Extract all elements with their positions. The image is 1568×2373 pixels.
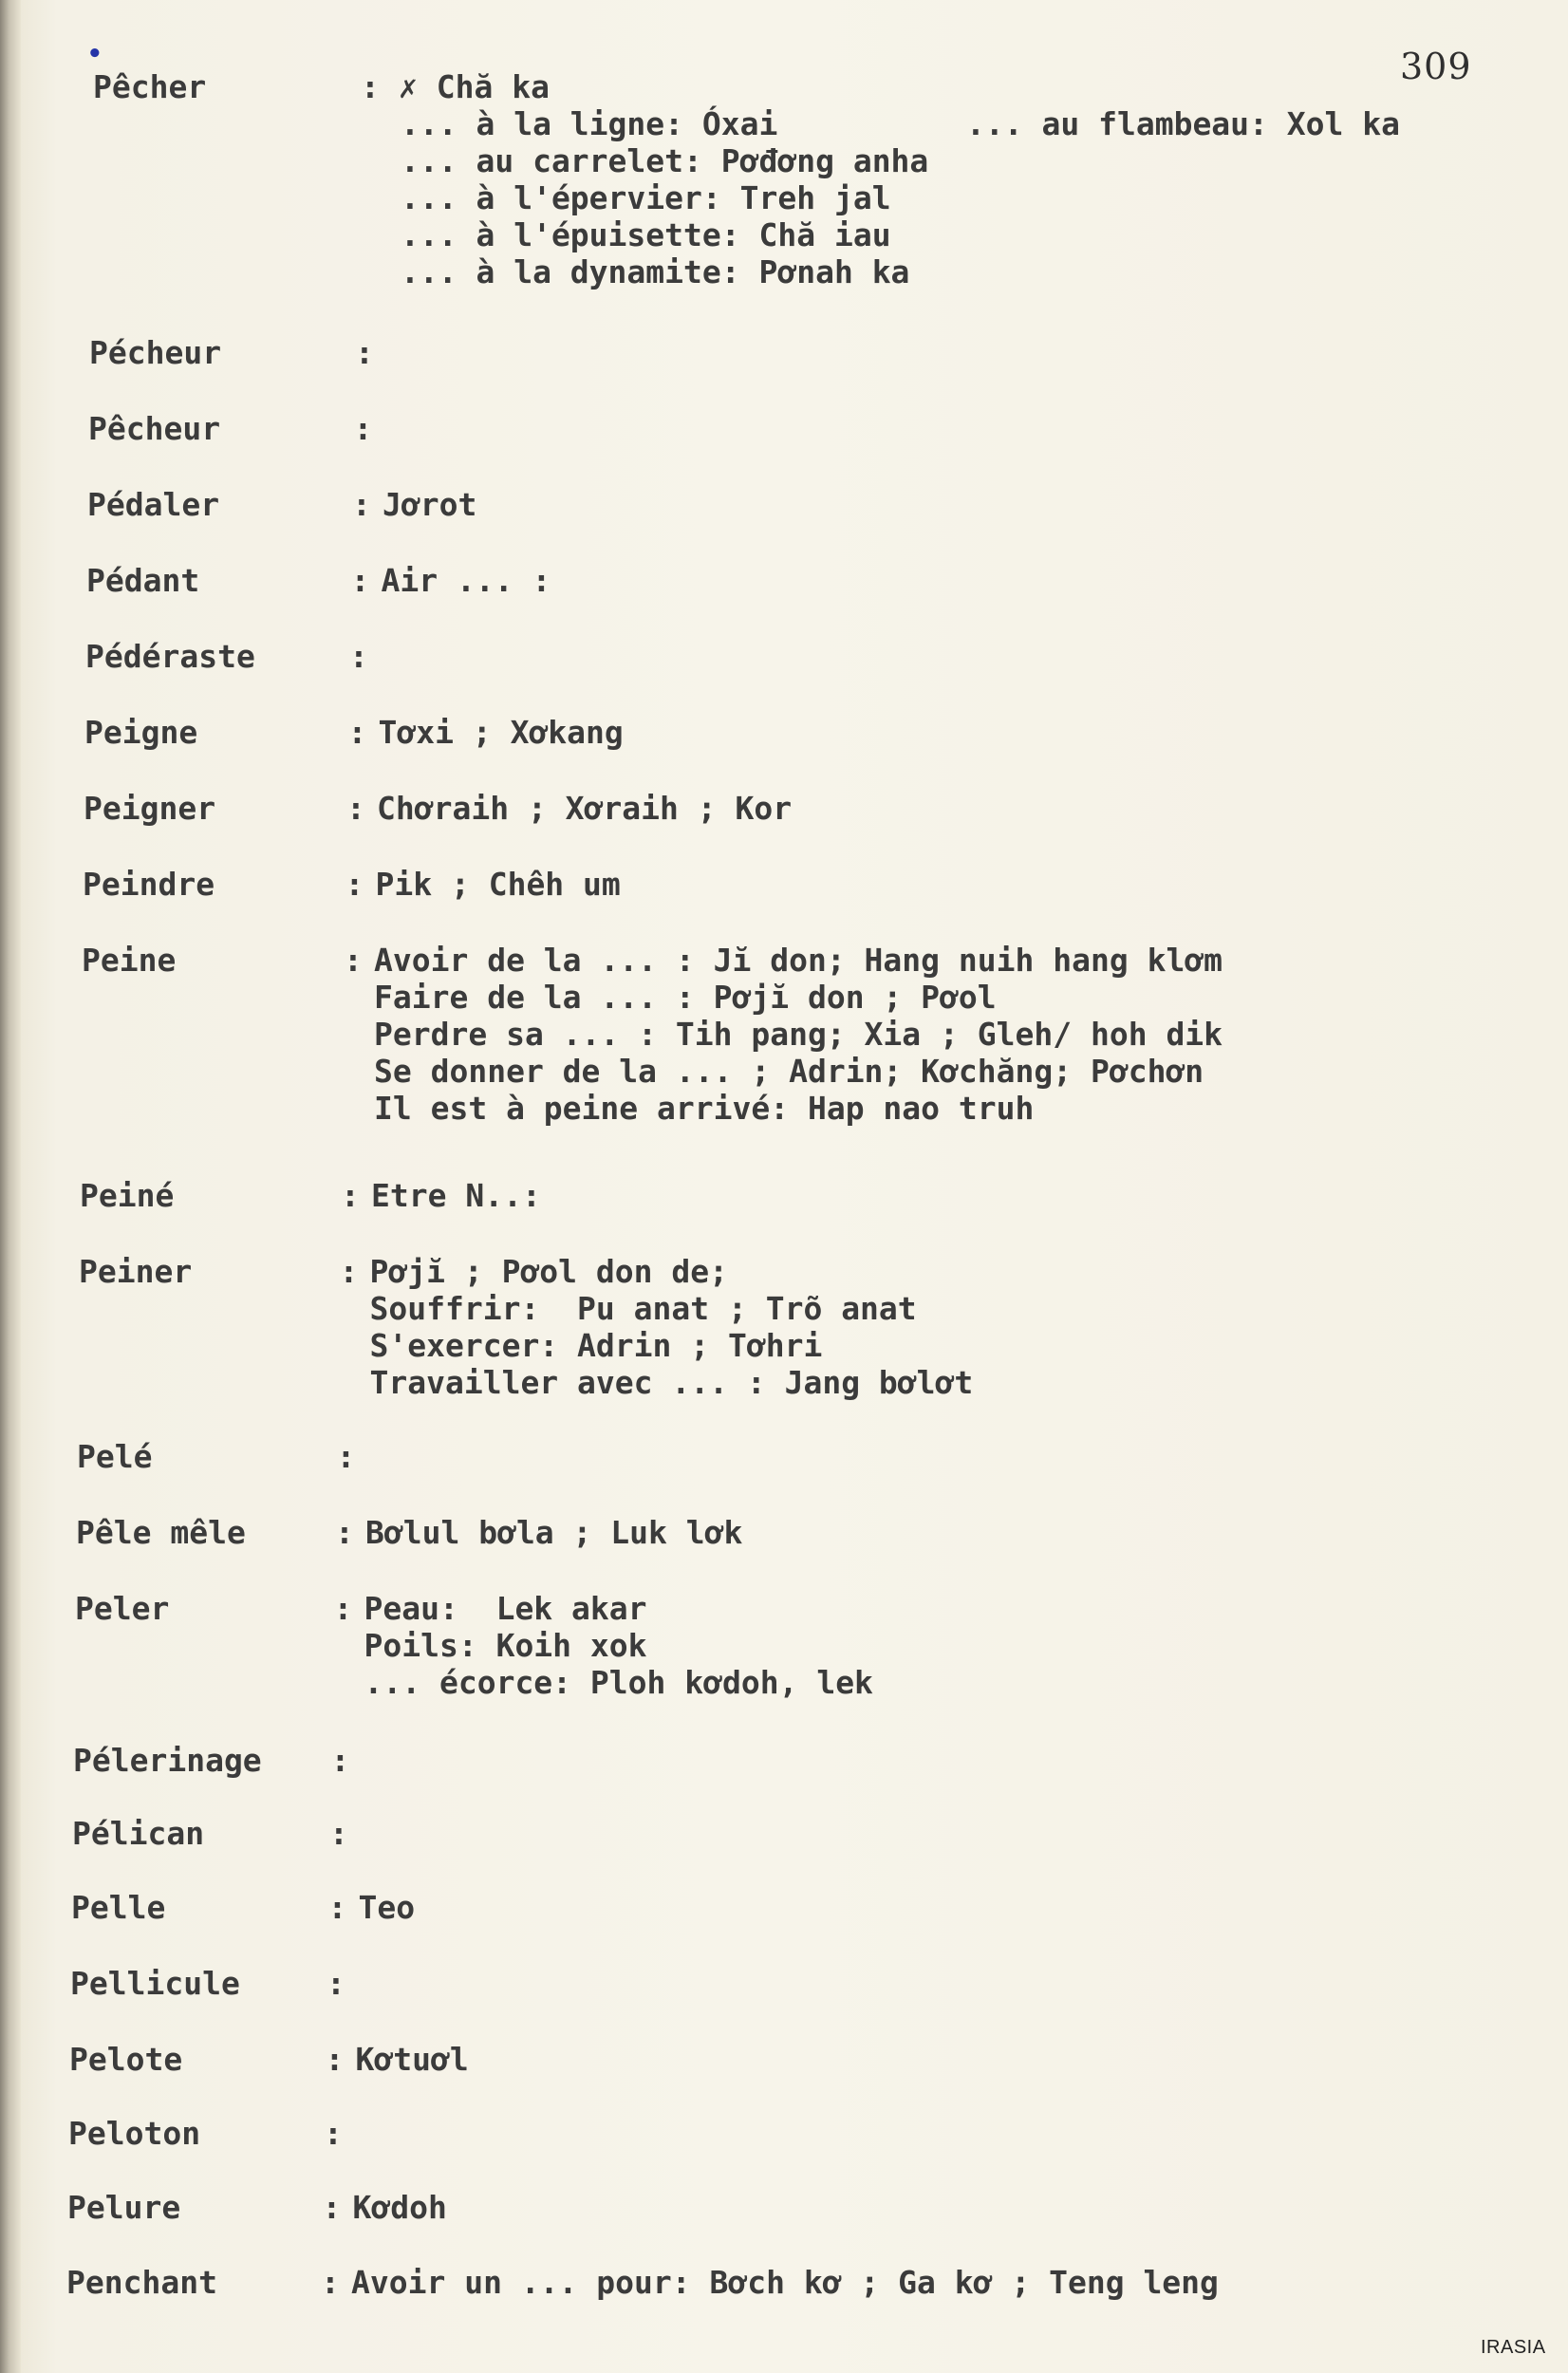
entry-term: Peigner: [84, 790, 216, 827]
definition-line: ... au carrelet: Pơđơng anha: [401, 142, 929, 179]
entry-definitions: [359, 1889, 416, 1926]
entry-term: Peler: [75, 1590, 170, 1627]
entry-definitions: [371, 1177, 541, 1214]
entry-separator: :: [325, 2041, 345, 2078]
entry-term: Peiné: [80, 1177, 175, 1214]
entry-separator: :: [347, 714, 367, 751]
entry-term: Pelle: [71, 1889, 166, 1926]
entry-term: Pécheur: [89, 334, 222, 371]
entry-term: Pelé: [77, 1438, 153, 1475]
entry-separator: :: [341, 1177, 360, 1214]
definition-line: Pơjĭ ; Pơol don de;: [369, 1253, 728, 1290]
entry-term: Pêcher: [93, 68, 207, 105]
entry-term: Pédant: [86, 562, 200, 599]
definition-line: Etre N..:: [371, 1177, 541, 1214]
entry-definitions: [383, 486, 476, 523]
page-number: 309: [1400, 46, 1472, 87]
definition-line: ... à l'épervier: Treh jal: [401, 179, 891, 216]
ink-mark: •: [87, 40, 103, 68]
entry-separator: :: [346, 790, 365, 827]
entry-separator: :: [329, 1815, 348, 1852]
definition-line: Kơtuơl: [355, 2041, 469, 2078]
definition-line: Peau: Lek akar: [364, 1590, 647, 1627]
definition-line: ... à la ligne: Óxai ... au flambeau: Xol ka: [401, 105, 1400, 142]
entry-separator: :: [330, 1742, 350, 1779]
entry-separator: :: [322, 2189, 342, 2226]
entry-term: Pédéraste: [85, 638, 255, 675]
entry-definitions: [356, 2041, 469, 2078]
definition-line: Avoir un ... pour: Bơch kơ ; Ga kơ ; Teng leng: [351, 2264, 1219, 2301]
entry-term: Pêcheur: [88, 410, 221, 447]
entry-term: Pélerinage: [73, 1742, 262, 1779]
definition-line: Air ... :: [381, 562, 551, 599]
entry-term: Peindre: [83, 866, 215, 903]
definition-line: Faire de la ... : Pơjĭ don ; Pơol: [374, 979, 997, 1016]
definition-line: Il est à peine arrivé: Hap nao truh: [374, 1090, 1035, 1127]
definition-line: Bơlul bơla ; Luk lơk: [365, 1514, 743, 1551]
entry-term: Penchant: [66, 2264, 217, 2301]
entry-definitions: [370, 1253, 974, 1401]
entry-term: Pelure: [67, 2189, 181, 2226]
definition-line: Chơraih ; Xơraih ; Kor: [377, 790, 793, 827]
entry-separator: :: [349, 638, 368, 675]
entry-definitions: [382, 562, 551, 599]
entry-definitions: [399, 68, 1400, 290]
definition-line: Teo: [358, 1889, 416, 1926]
entry-definitions: [365, 1514, 742, 1551]
entry-definitions: [374, 942, 1223, 1127]
entry-term: Peloton: [68, 2115, 201, 2152]
definition-line: ... à la dynamite: Pơnah ka: [401, 253, 910, 290]
entry-term: Pellicule: [70, 1965, 240, 2002]
entry-definitions: [379, 714, 624, 751]
entry-separator: :: [355, 334, 374, 371]
definition-line: Kơdoh: [352, 2189, 447, 2226]
entry-definitions: [364, 1590, 873, 1701]
entry-separator: :: [361, 68, 380, 105]
definition-line: Tơxi ; Xơkang: [378, 714, 624, 751]
definition-line: ... à l'épuisette: Chă iau: [401, 216, 891, 253]
definition-line: Pik ; Chêh um: [375, 866, 621, 903]
entry-definitions: [377, 790, 792, 827]
entry-term: Pélican: [72, 1815, 205, 1852]
definition-line: Souffrir: Pu anat ; Trõ anat: [369, 1290, 917, 1327]
entry-separator: :: [352, 486, 371, 523]
entry-separator: :: [336, 1438, 356, 1475]
entry-term: Peine: [82, 942, 177, 979]
entry-separator: :: [353, 410, 373, 447]
entry-separator: :: [344, 942, 363, 979]
definition-line: Jơrot: [383, 486, 477, 523]
entry-term: Peigne: [84, 714, 198, 751]
entry-separator: :: [327, 1889, 347, 1926]
entry-separator: :: [324, 2115, 343, 2152]
entry-separator: :: [339, 1253, 359, 1290]
entry-term: Pelote: [69, 2041, 183, 2078]
watermark: IRASIA: [1481, 2337, 1546, 2358]
definition-line: Poils: Koih xok: [364, 1627, 647, 1664]
definition-line: ... écorce: Ploh kơdoh, lek: [364, 1664, 873, 1701]
entry-separator: :: [333, 1590, 353, 1627]
entry-term: Pêle mêle: [76, 1514, 246, 1551]
entry-term: Pédaler: [87, 486, 220, 523]
definition-line: Travailler avec ... : Jang bơlơt: [369, 1364, 974, 1401]
entry-separator: :: [321, 2264, 340, 2301]
entry-definitions: [353, 2189, 447, 2226]
entry-definitions: [351, 2264, 1219, 2301]
definition-line: S'exercer: Adrin ; Tơhri: [369, 1327, 823, 1364]
entry-separator: :: [345, 866, 364, 903]
definition-line: Avoir de la ... : Jĭ don; Hang nuih hang klơm: [374, 942, 1223, 979]
entry-definitions: [376, 866, 621, 903]
entry-separator: :: [350, 562, 370, 599]
entry-separator: :: [327, 1965, 345, 2002]
definition-line: Se donner de la ... ; Adrin; Kơchăng; Pơchơn: [374, 1053, 1204, 1090]
definition-line: Perdre sa ... : Tih pang; Xia ; Gleh/ hoh dik: [374, 1016, 1223, 1053]
entry-term: Peiner: [79, 1253, 193, 1290]
definition-line: ✗ Chă ka: [399, 68, 550, 105]
entry-separator: :: [335, 1514, 354, 1551]
